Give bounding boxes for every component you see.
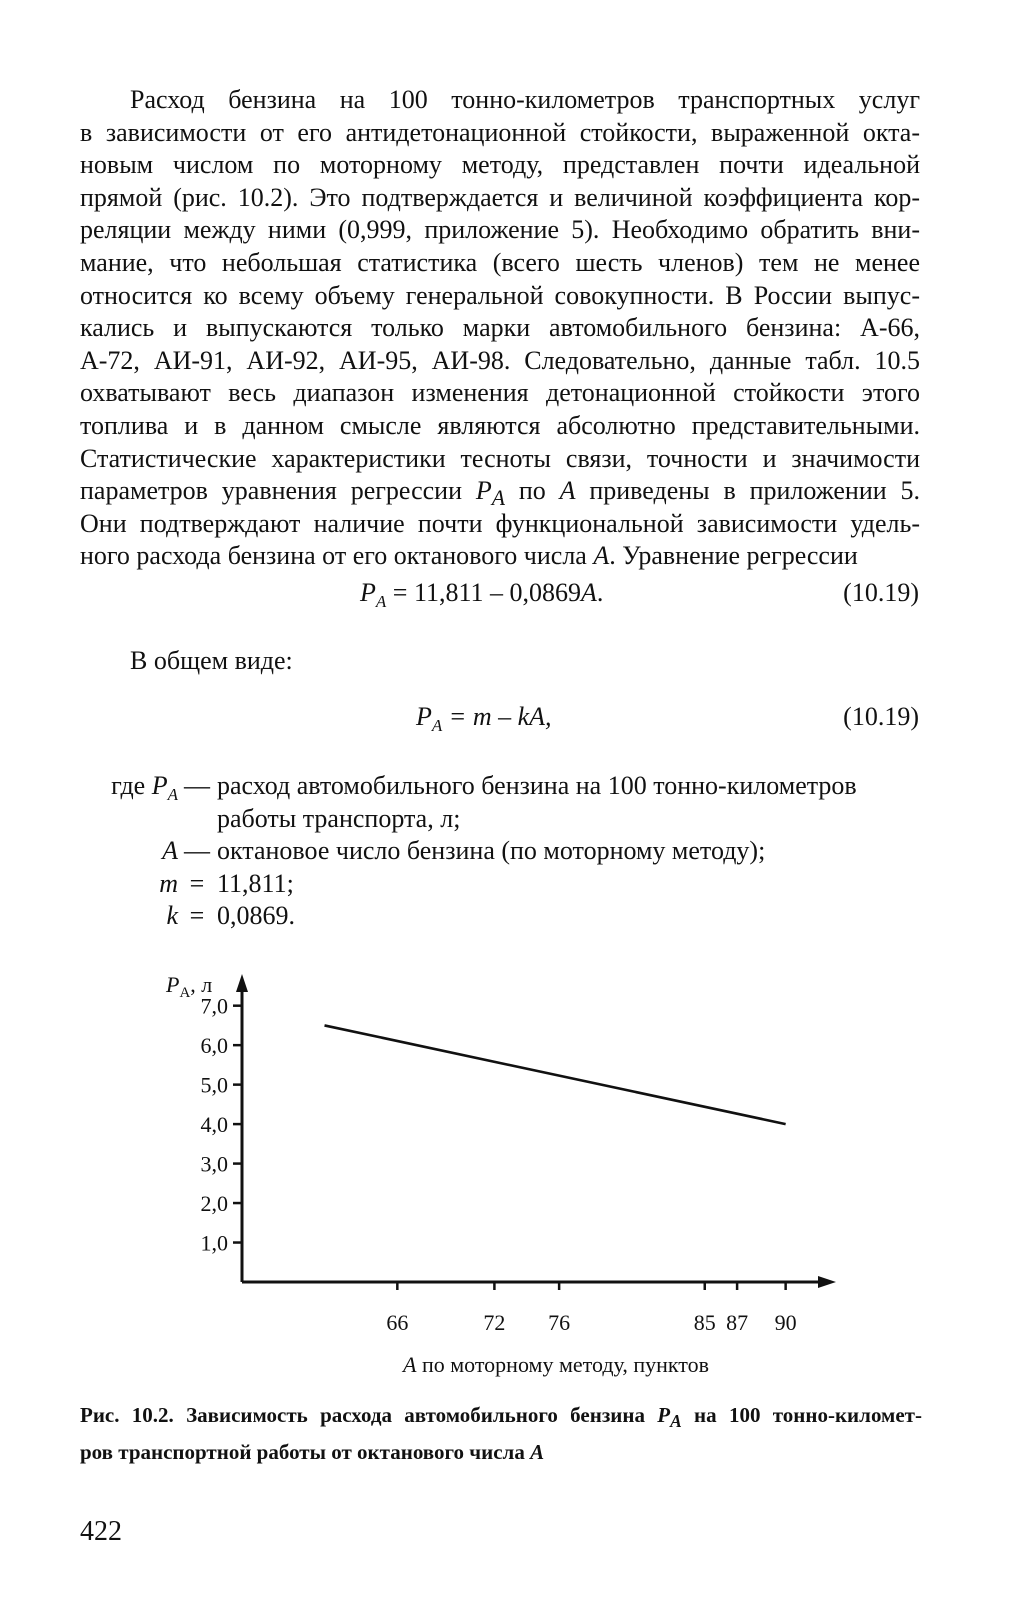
symbol-a: A <box>593 541 610 571</box>
line-text: ного расхода бензина от его октанового числа <box>80 541 594 571</box>
y-tick-label: 7,0 <box>200 993 228 1019</box>
symbol-subscript: A <box>167 785 178 805</box>
definition-separator: = <box>189 901 205 931</box>
symbol-p: P <box>151 771 168 800</box>
x-tick-label: 72 <box>483 1310 506 1335</box>
paragraph-line: Расход бензина на 100 тонно-километров транспортных услуг <box>130 85 920 114</box>
y-tick-label: 6,0 <box>200 1033 228 1059</box>
definition-lead: где <box>111 771 152 800</box>
symbol-subscript: A <box>670 1411 682 1432</box>
paragraph-line: относится ко всему объему генеральной совокупности. В России выпус- <box>80 280 920 310</box>
y-axis-label: $P_A$, л <box>166 972 213 1001</box>
line-text: . Уравнение регрессии <box>609 541 858 571</box>
paragraph-line: новым числом по моторному методу, представлен почти идеальной <box>80 150 920 180</box>
paragraph-line: топлива и в данном смысле являются абсолютно представительными. <box>80 410 920 440</box>
equation-lhs: P <box>416 702 432 731</box>
caption-line <box>80 1437 922 1468</box>
equation-number: (10.19) <box>843 578 919 607</box>
figure-caption <box>80 1400 922 1468</box>
paragraph-line: в зависимости от его антидетонационной стойкости, выраженной окта- <box>80 117 920 147</box>
line-text: по <box>504 476 560 506</box>
equation-lhs: P <box>360 578 376 607</box>
definition-text: 11,811; <box>217 868 294 898</box>
paragraph-line: прямой (рис. 10.2). Это подтверждается и величиной коэффициента кор- <box>80 182 920 212</box>
symbol-p: P <box>657 1403 671 1427</box>
x-tick-label: 66 <box>386 1310 409 1335</box>
paragraph-line: А-72, АИ-91, АИ-92, АИ-95, АИ-98. Следовательно, данные табл. 10.5 <box>80 345 920 375</box>
caption-text: ров транспортной работы от октанового числа <box>80 1440 531 1465</box>
paragraph-line: кались и выпускаются только марки автомобильного бензина: А-66, <box>80 313 920 343</box>
definition-symbol: A <box>162 836 178 866</box>
definition-text: 0,0869. <box>217 901 295 931</box>
paragraph-line: охватывают весь диапазон изменения детонационной стойкости этого <box>80 378 920 408</box>
general-equation <box>416 702 552 736</box>
symbol-subscript: A <box>491 486 505 511</box>
paragraph-line <box>80 475 920 511</box>
series-line <box>325 1025 786 1124</box>
x-axis-label: A по моторному методу, пунктов <box>403 1352 709 1377</box>
equation-variable: A <box>581 578 597 607</box>
definition-symbol: k <box>166 901 178 931</box>
x-tick-label: 87 <box>726 1310 749 1335</box>
definition-separator: — <box>184 771 210 800</box>
equation-number: (10.19) <box>843 702 919 731</box>
paragraph-line: Они подтверждают наличие почти функциональной зависимости удель- <box>80 508 920 538</box>
x-tick-label: 85 <box>693 1310 716 1335</box>
symbol-a: A <box>530 1440 545 1465</box>
definition-text: работы транспорта, л; <box>217 803 461 833</box>
definition-separator: — <box>184 836 210 866</box>
line-text: приведены в приложении 5. <box>575 476 920 506</box>
equation-rhs: = m – kA, <box>442 702 552 731</box>
caption-text: Рис. 10.2. Зависимость расхода автомобильного бензина <box>80 1403 658 1427</box>
intro-text: В общем виде: <box>130 646 293 675</box>
line-text: параметров уравнения регрессии <box>80 476 476 506</box>
paragraph-line: мание, что небольшая статистика (всего шесть членов) тем не менее <box>80 247 920 277</box>
y-tick-label: 4,0 <box>200 1112 228 1138</box>
equation-end: . <box>596 578 604 607</box>
paragraph-line: реляции между ними (0,999, приложение 5). Необходимо обратить вни- <box>80 215 920 245</box>
body-paragraph <box>80 84 920 573</box>
x-tick-label: 76 <box>548 1310 571 1335</box>
definition-text: расход автомобильного бензина на 100 тонно-километров <box>217 771 857 800</box>
caption-text: на 100 тонно-километ- <box>681 1403 922 1427</box>
y-tick-label: 5,0 <box>200 1072 228 1098</box>
definition-text: октановое число бензина (по моторному методу); <box>217 836 766 866</box>
definition-symbol: m <box>159 868 178 898</box>
definition-symbol <box>80 770 178 812</box>
x-tick-label: 90 <box>774 1310 797 1335</box>
symbol-p: P <box>475 476 492 506</box>
x-axis-arrow <box>818 1276 836 1288</box>
regression-equation <box>360 578 603 612</box>
y-tick-label: 3,0 <box>200 1151 228 1177</box>
equation-rhs: = 11,811 – 0,0869 <box>386 578 582 607</box>
y-tick-label: 1,0 <box>200 1230 228 1256</box>
caption-line <box>80 1400 922 1437</box>
definition-separator: = <box>189 868 205 898</box>
y-tick-label: 2,0 <box>200 1191 228 1217</box>
page-number: 422 <box>80 1516 122 1547</box>
equation-lhs-subscript: A <box>431 716 443 736</box>
equation-lhs-subscript: A <box>375 592 387 612</box>
symbol-a: A <box>559 476 576 506</box>
y-axis-arrow <box>236 974 248 992</box>
paragraph-line: Статистические характеристики тесноты связи, точности и значимости <box>80 443 920 473</box>
fuel-consumption-chart <box>140 960 840 1380</box>
paragraph-line <box>80 540 920 573</box>
